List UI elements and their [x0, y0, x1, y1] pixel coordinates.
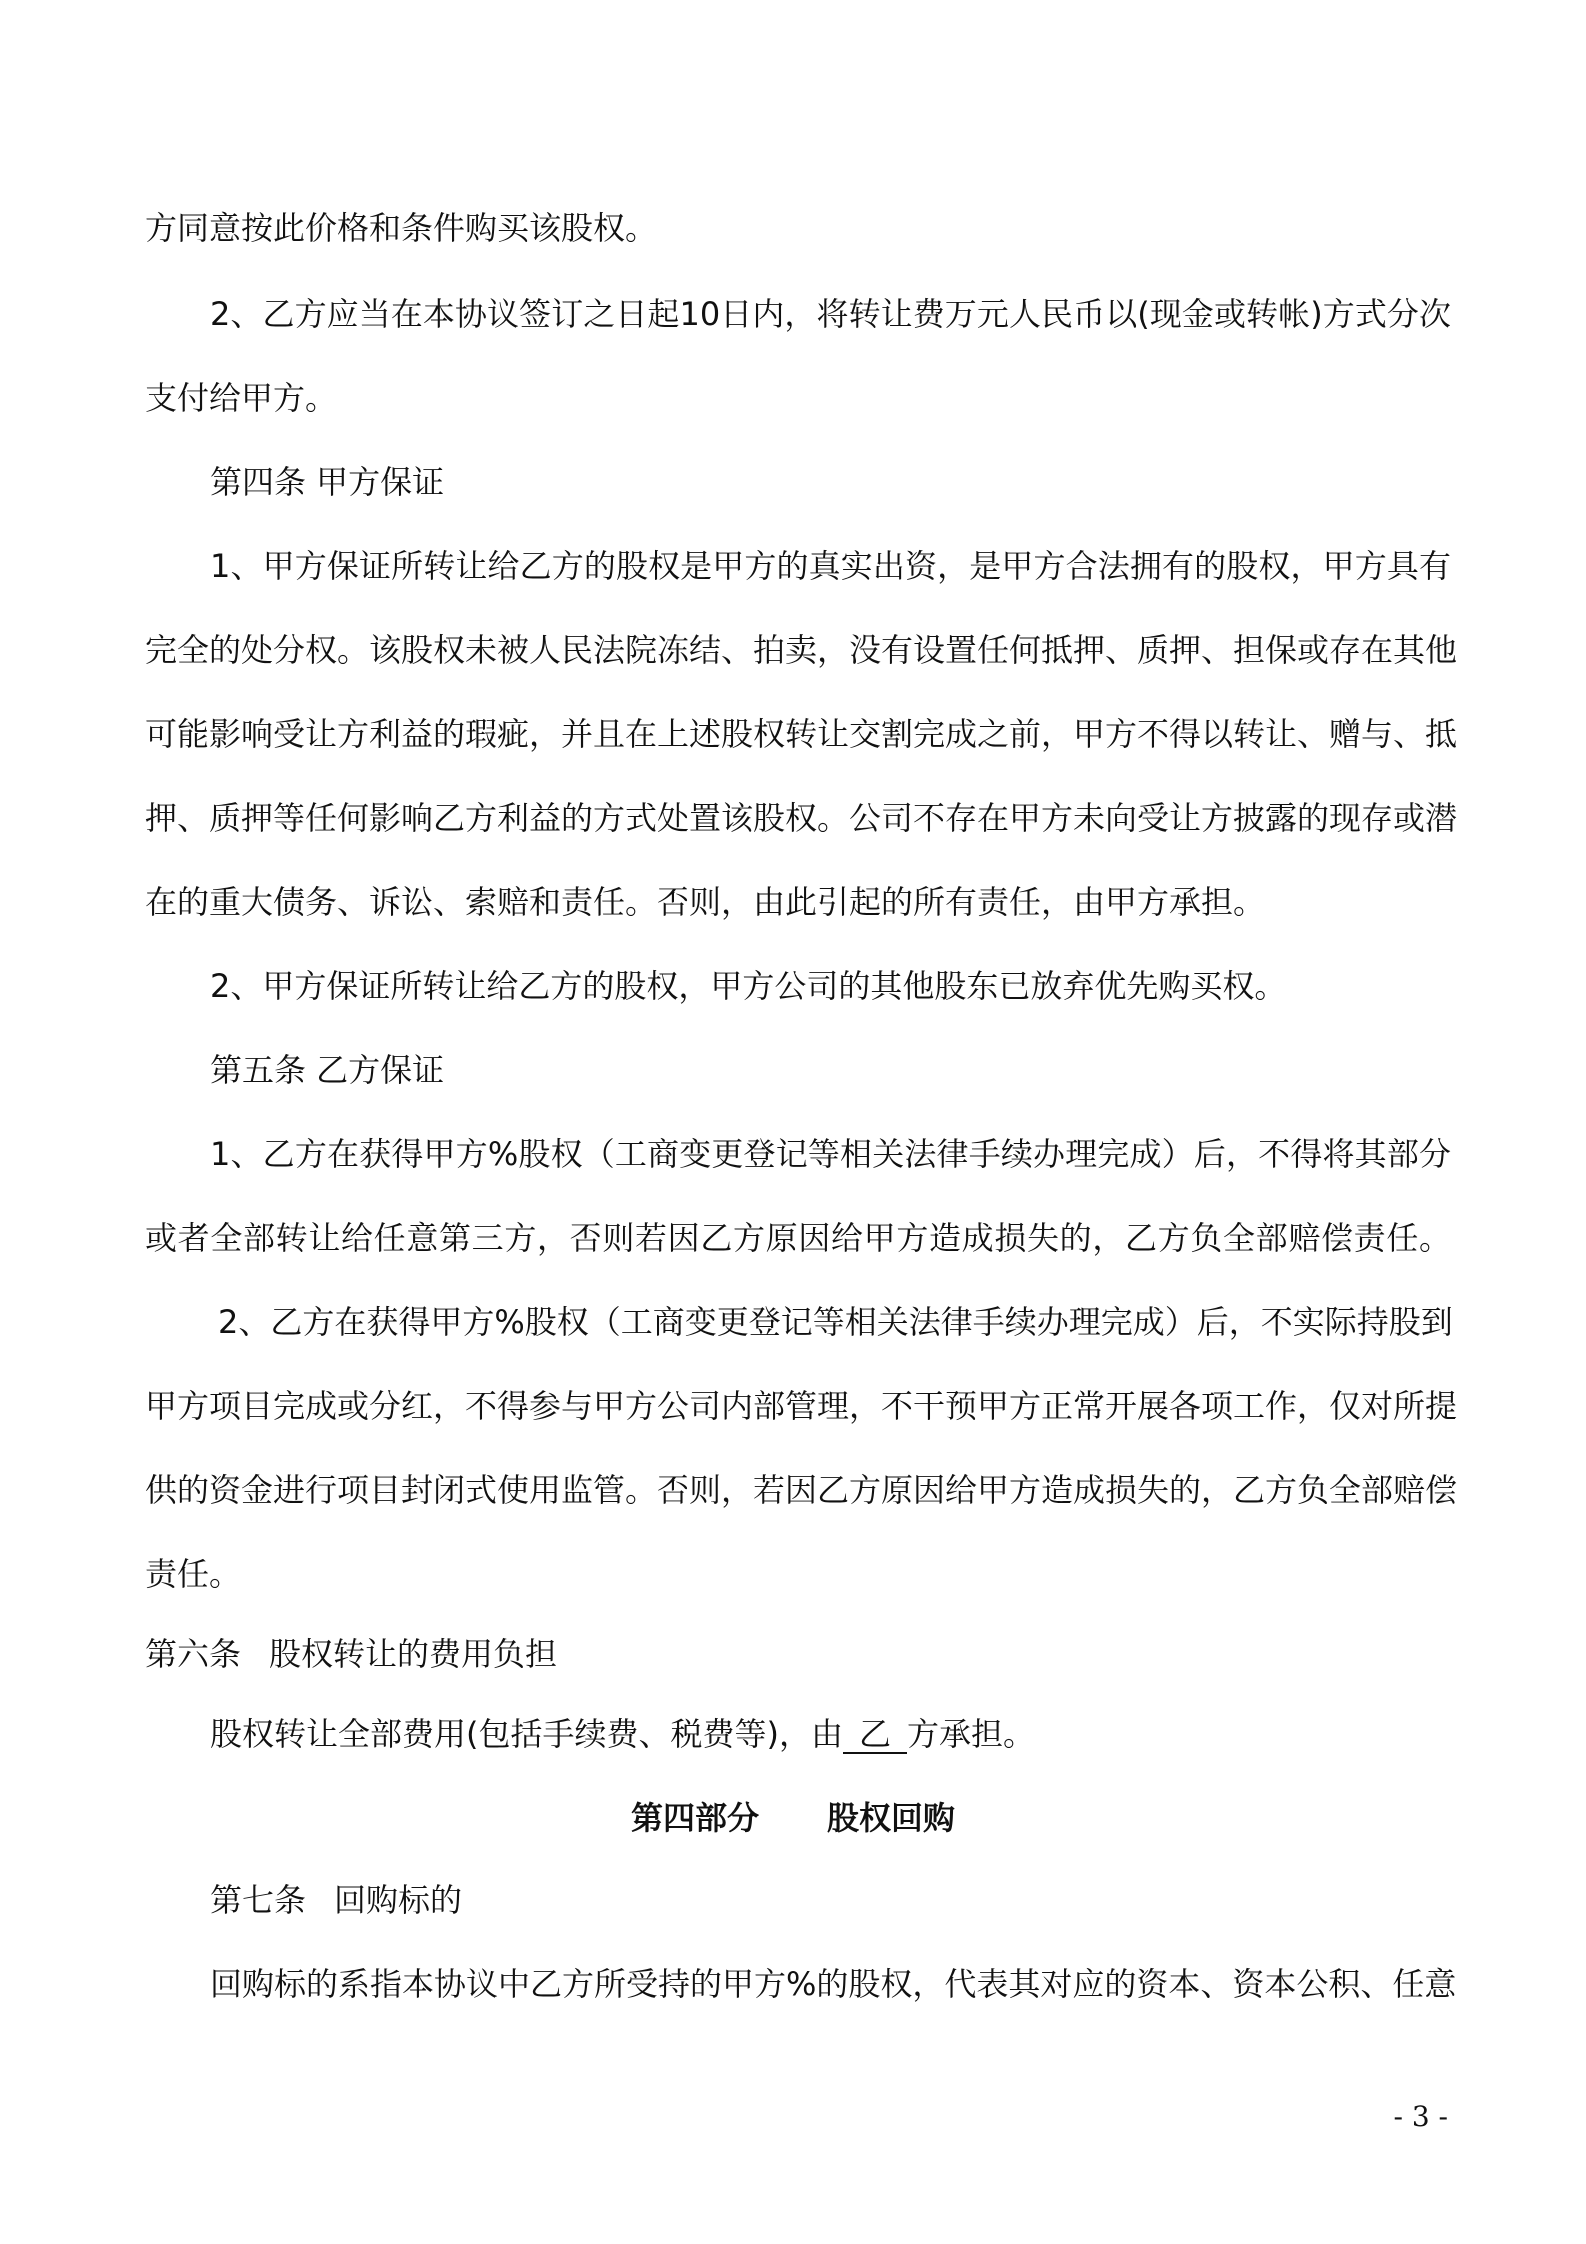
paragraph-line: 供的资金进行项目封闭式使用监管。否则，若因乙方原因给甲方造成损失的，乙方负全部赔偿: [145, 1471, 1458, 1509]
article-label: 第七条: [210, 1881, 307, 1919]
paragraph-line: 1、甲方保证所转让给乙方的股权是甲方的真实出资，是甲方合法拥有的股权，甲方具有: [210, 547, 1451, 585]
fee-text: 股权转让全部费用(包括手续费、税费等)，由: [210, 1715, 843, 1753]
paragraph-line: 可能影响受让方利益的瑕疵，并且在上述股权转让交割完成之前，甲方不得以转让、赠与、抵: [145, 715, 1458, 753]
paragraph-line: 支付给甲方。: [145, 379, 338, 417]
paragraph-line: 甲方项目完成或分红，不得参与甲方公司内部管理，不干预甲方正常开展各项工作，仅对所提: [145, 1387, 1458, 1425]
fee-text: 方承担。: [906, 1715, 1035, 1753]
paragraph-line: 回购标的系指本协议中乙方所受持的甲方%的股权，代表其对应的资本、资本公积、任意: [210, 1965, 1457, 2003]
article-label: 第六条: [145, 1635, 242, 1673]
paragraph-line: [210, 1715, 1451, 1754]
fill-blank-party: 乙: [843, 1718, 907, 1754]
paragraph-line: 责任。: [145, 1555, 242, 1593]
article-title: 股权转让的费用负担: [269, 1635, 558, 1673]
article-heading: [210, 1881, 1451, 1919]
page-number: - 3 -: [1393, 2100, 1448, 2133]
paragraph-line: 2、乙方应当在本协议签订之日起10日内，将转让费万元人民币以(现金或转帐)方式分次: [210, 295, 1451, 333]
paragraph-line: 2、甲方保证所转让给乙方的股权，甲方公司的其他股东已放弃优先购买权。: [210, 967, 1287, 1005]
part-label: 第四部分: [630, 1799, 759, 1837]
paragraph-line: 在的重大债务、诉讼、索赔和责任。否则，由此引起的所有责任，由甲方承担。: [145, 883, 1266, 921]
paragraph-line: 完全的处分权。该股权未被人民法院冻结、拍卖，没有设置任何抵押、质押、担保或存在其他: [145, 631, 1458, 669]
paragraph-line: 方同意按此价格和条件购买该股权。: [145, 209, 658, 247]
article-heading: 第五条 乙方保证: [210, 1051, 445, 1089]
part-heading: [0, 1799, 1586, 1837]
paragraph-line: 2、乙方在获得甲方%股权（工商变更登记等相关法律手续办理完成）后，不实际持股到: [218, 1303, 1453, 1341]
paragraph-line: 押、质押等任何影响乙方利益的方式处置该股权。公司不存在甲方未向受让方披露的现存或潜: [145, 799, 1458, 837]
paragraph-line: 1、乙方在获得甲方%股权（工商变更登记等相关法律手续办理完成）后，不得将其部分: [210, 1135, 1451, 1173]
article-heading: 第四条 甲方保证: [210, 463, 445, 501]
article-heading: [145, 1635, 1451, 1673]
article-title: 回购标的: [334, 1881, 463, 1919]
part-title: 股权回购: [827, 1799, 956, 1837]
paragraph-line: 或者全部转让给任意第三方，否则若因乙方原因给甲方造成损失的，乙方负全部赔偿责任。: [145, 1219, 1451, 1257]
